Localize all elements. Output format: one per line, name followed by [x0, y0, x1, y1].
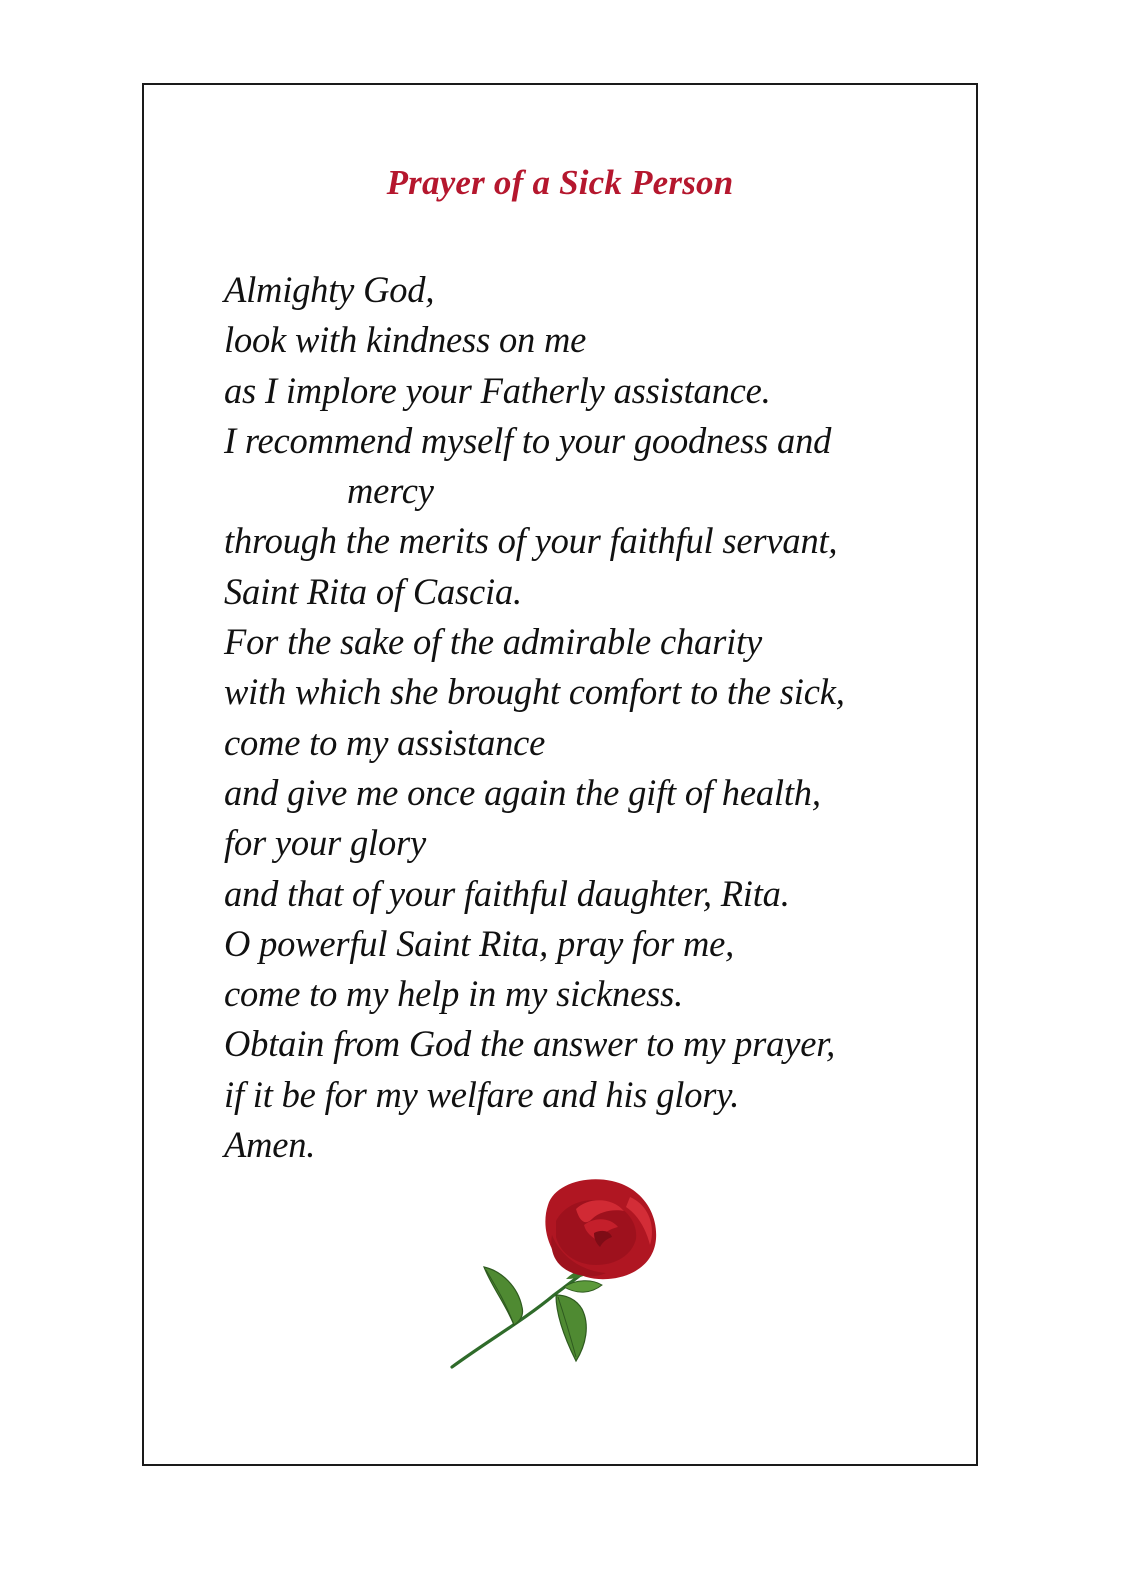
prayer-line: I recommend myself to your goodness and — [224, 419, 832, 461]
prayer-line: For the sake of the admirable charity — [224, 621, 762, 663]
prayer-line: come to my assistance — [224, 721, 546, 763]
prayer-line: through the merits of your faithful servant, — [224, 520, 838, 562]
prayer-line: if it be for my welfare and his glory. — [224, 1073, 740, 1115]
prayer-line: Obtain from God the answer to my prayer, — [224, 1023, 836, 1065]
prayer-line: O powerful Saint Rita, pray for me, — [224, 922, 735, 964]
prayer-line: Almighty God, — [224, 269, 435, 310]
prayer-line: for your glory — [224, 822, 426, 864]
prayer-line: with which she brought comfort to the sick, — [224, 671, 845, 713]
prayer-line: come to my help in my sickness. — [224, 973, 684, 1015]
prayer-line: mercy — [347, 470, 434, 512]
prayer-title: Prayer of a Sick Person — [386, 163, 734, 202]
prayer-line: Amen. — [224, 1124, 316, 1166]
prayer-line: as I implore your Fatherly assistance. — [224, 369, 771, 411]
prayer-line: and give me once again the gift of health, — [224, 771, 821, 813]
prayer-text — [224, 265, 845, 1170]
prayer-line: look with kindness on me — [224, 319, 587, 361]
prayer-line: and that of your faithful daughter, Rita. — [224, 872, 790, 914]
red-rose-icon — [444, 1175, 674, 1375]
prayer-line: Saint Rita of Cascia. — [224, 570, 522, 612]
prayer-card — [142, 83, 978, 1466]
